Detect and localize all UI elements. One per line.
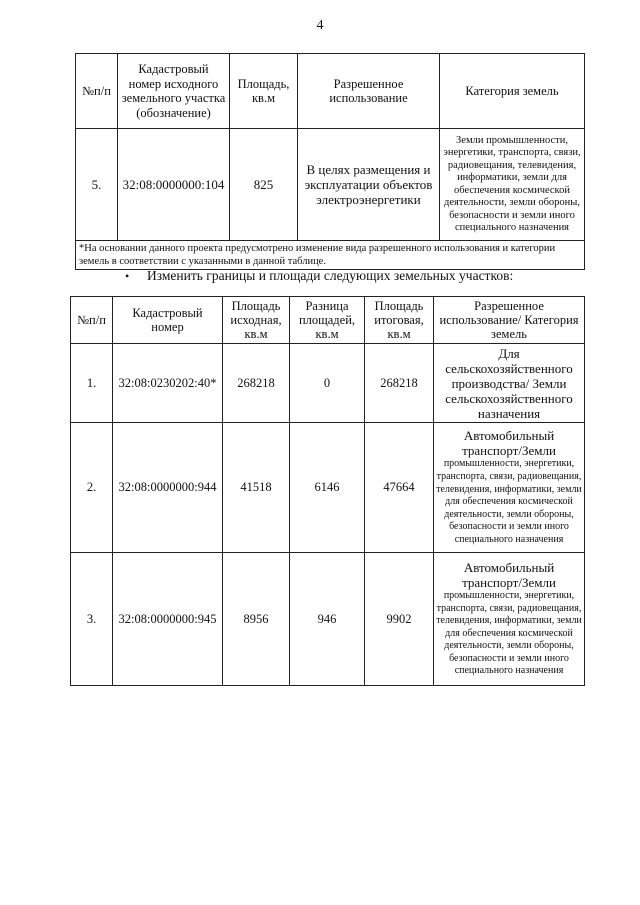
header-area: Площадь, кв.м (230, 54, 298, 129)
table-row (71, 344, 585, 423)
header-land-category: Категория земель (440, 54, 585, 129)
row-number: 3. (71, 553, 113, 686)
area-difference: 0 (290, 344, 365, 423)
cadastral-number: 32:08:0230202:40* (113, 344, 223, 423)
bullet-icon: • (125, 269, 130, 283)
area-initial: 268218 (223, 344, 290, 423)
table-row (71, 423, 585, 553)
area-final: 47664 (365, 423, 434, 553)
land-category: Земли промышленности, энергетики, транспорта, связи, радиовещания, телевидения, информатики, земли для обеспечения космической деятельности, земли обороны, безопасности и земли иного специального назначения (440, 129, 585, 241)
cadastral-number: 32:08:0000000:104 (118, 129, 230, 241)
area-value: 825 (230, 129, 298, 241)
header-area-final: Площадь итоговая, кв.м (365, 297, 434, 344)
use-category (434, 423, 585, 553)
table-header-row (71, 297, 585, 344)
row-number: 2. (71, 423, 113, 553)
header-number: №п/п (76, 54, 118, 129)
use-category-head: Автомобильный транспорт/Земли (462, 559, 556, 590)
bullet-text: Изменить границы и площади следующих земельных участков: (147, 268, 514, 283)
table-header-row (76, 54, 585, 129)
use-category (434, 344, 585, 423)
area-initial: 41518 (223, 423, 290, 553)
header-cadastral: Кадастровый номер (113, 297, 223, 344)
row-number: 1. (71, 344, 113, 423)
use-category-head: Автомобильный транспорт/Земли (462, 428, 556, 459)
header-cadastral: Кадастровый номер исходного земельного участка (обозначение) (118, 54, 230, 129)
area-initial: 8956 (223, 553, 290, 686)
area-difference: 946 (290, 553, 365, 686)
table-row (76, 129, 585, 241)
table-note-row (76, 241, 585, 270)
table-footnote: *На основании данного проекта предусмотрено изменение вида разрешенного использования и категории земель в соответствии с указанными в данной таблице. (76, 241, 585, 270)
bullet-item (125, 268, 513, 284)
use-category (434, 553, 585, 686)
area-final: 9902 (365, 553, 434, 686)
table-row (71, 553, 585, 686)
area-final: 268218 (365, 344, 434, 423)
cadastral-number: 32:08:0000000:944 (113, 423, 223, 553)
use-category-body: промышленности, энергетики, транспорта, связи, радиовещания, телевидения, информатики, земли для обеспечения космической деятельности, земли обороны, безопасности и земли иного специального назначения (436, 589, 582, 677)
boundary-change-table (70, 296, 585, 686)
header-permitted-use: Разрешенное использование (298, 54, 440, 129)
header-area-difference: Разница площадей, кв.м (290, 297, 365, 344)
area-difference: 6146 (290, 423, 365, 553)
header-number: №п/п (71, 297, 113, 344)
page-number: 4 (316, 18, 324, 33)
original-plot-table (75, 53, 585, 270)
header-area-initial: Площадь исходная, кв.м (223, 297, 290, 344)
cadastral-number: 32:08:0000000:945 (113, 553, 223, 686)
use-category-body: промышленности, энергетики, транспорта, связи, радиовещания, телевидения, информатики, земли для обеспечения космической деятельности, земли обороны, безопасности и земли иного специального назначения (436, 458, 582, 545)
header-use-category: Разрешенное использование/ Категория земель (434, 297, 585, 344)
use-category-text: Для сельскохозяйственного производства/ Земли сельскохозяйственного назначения (445, 345, 573, 421)
permitted-use: В целях размещения и эксплуатации объектов электроэнергетики (298, 129, 440, 241)
row-number: 5. (76, 129, 118, 241)
